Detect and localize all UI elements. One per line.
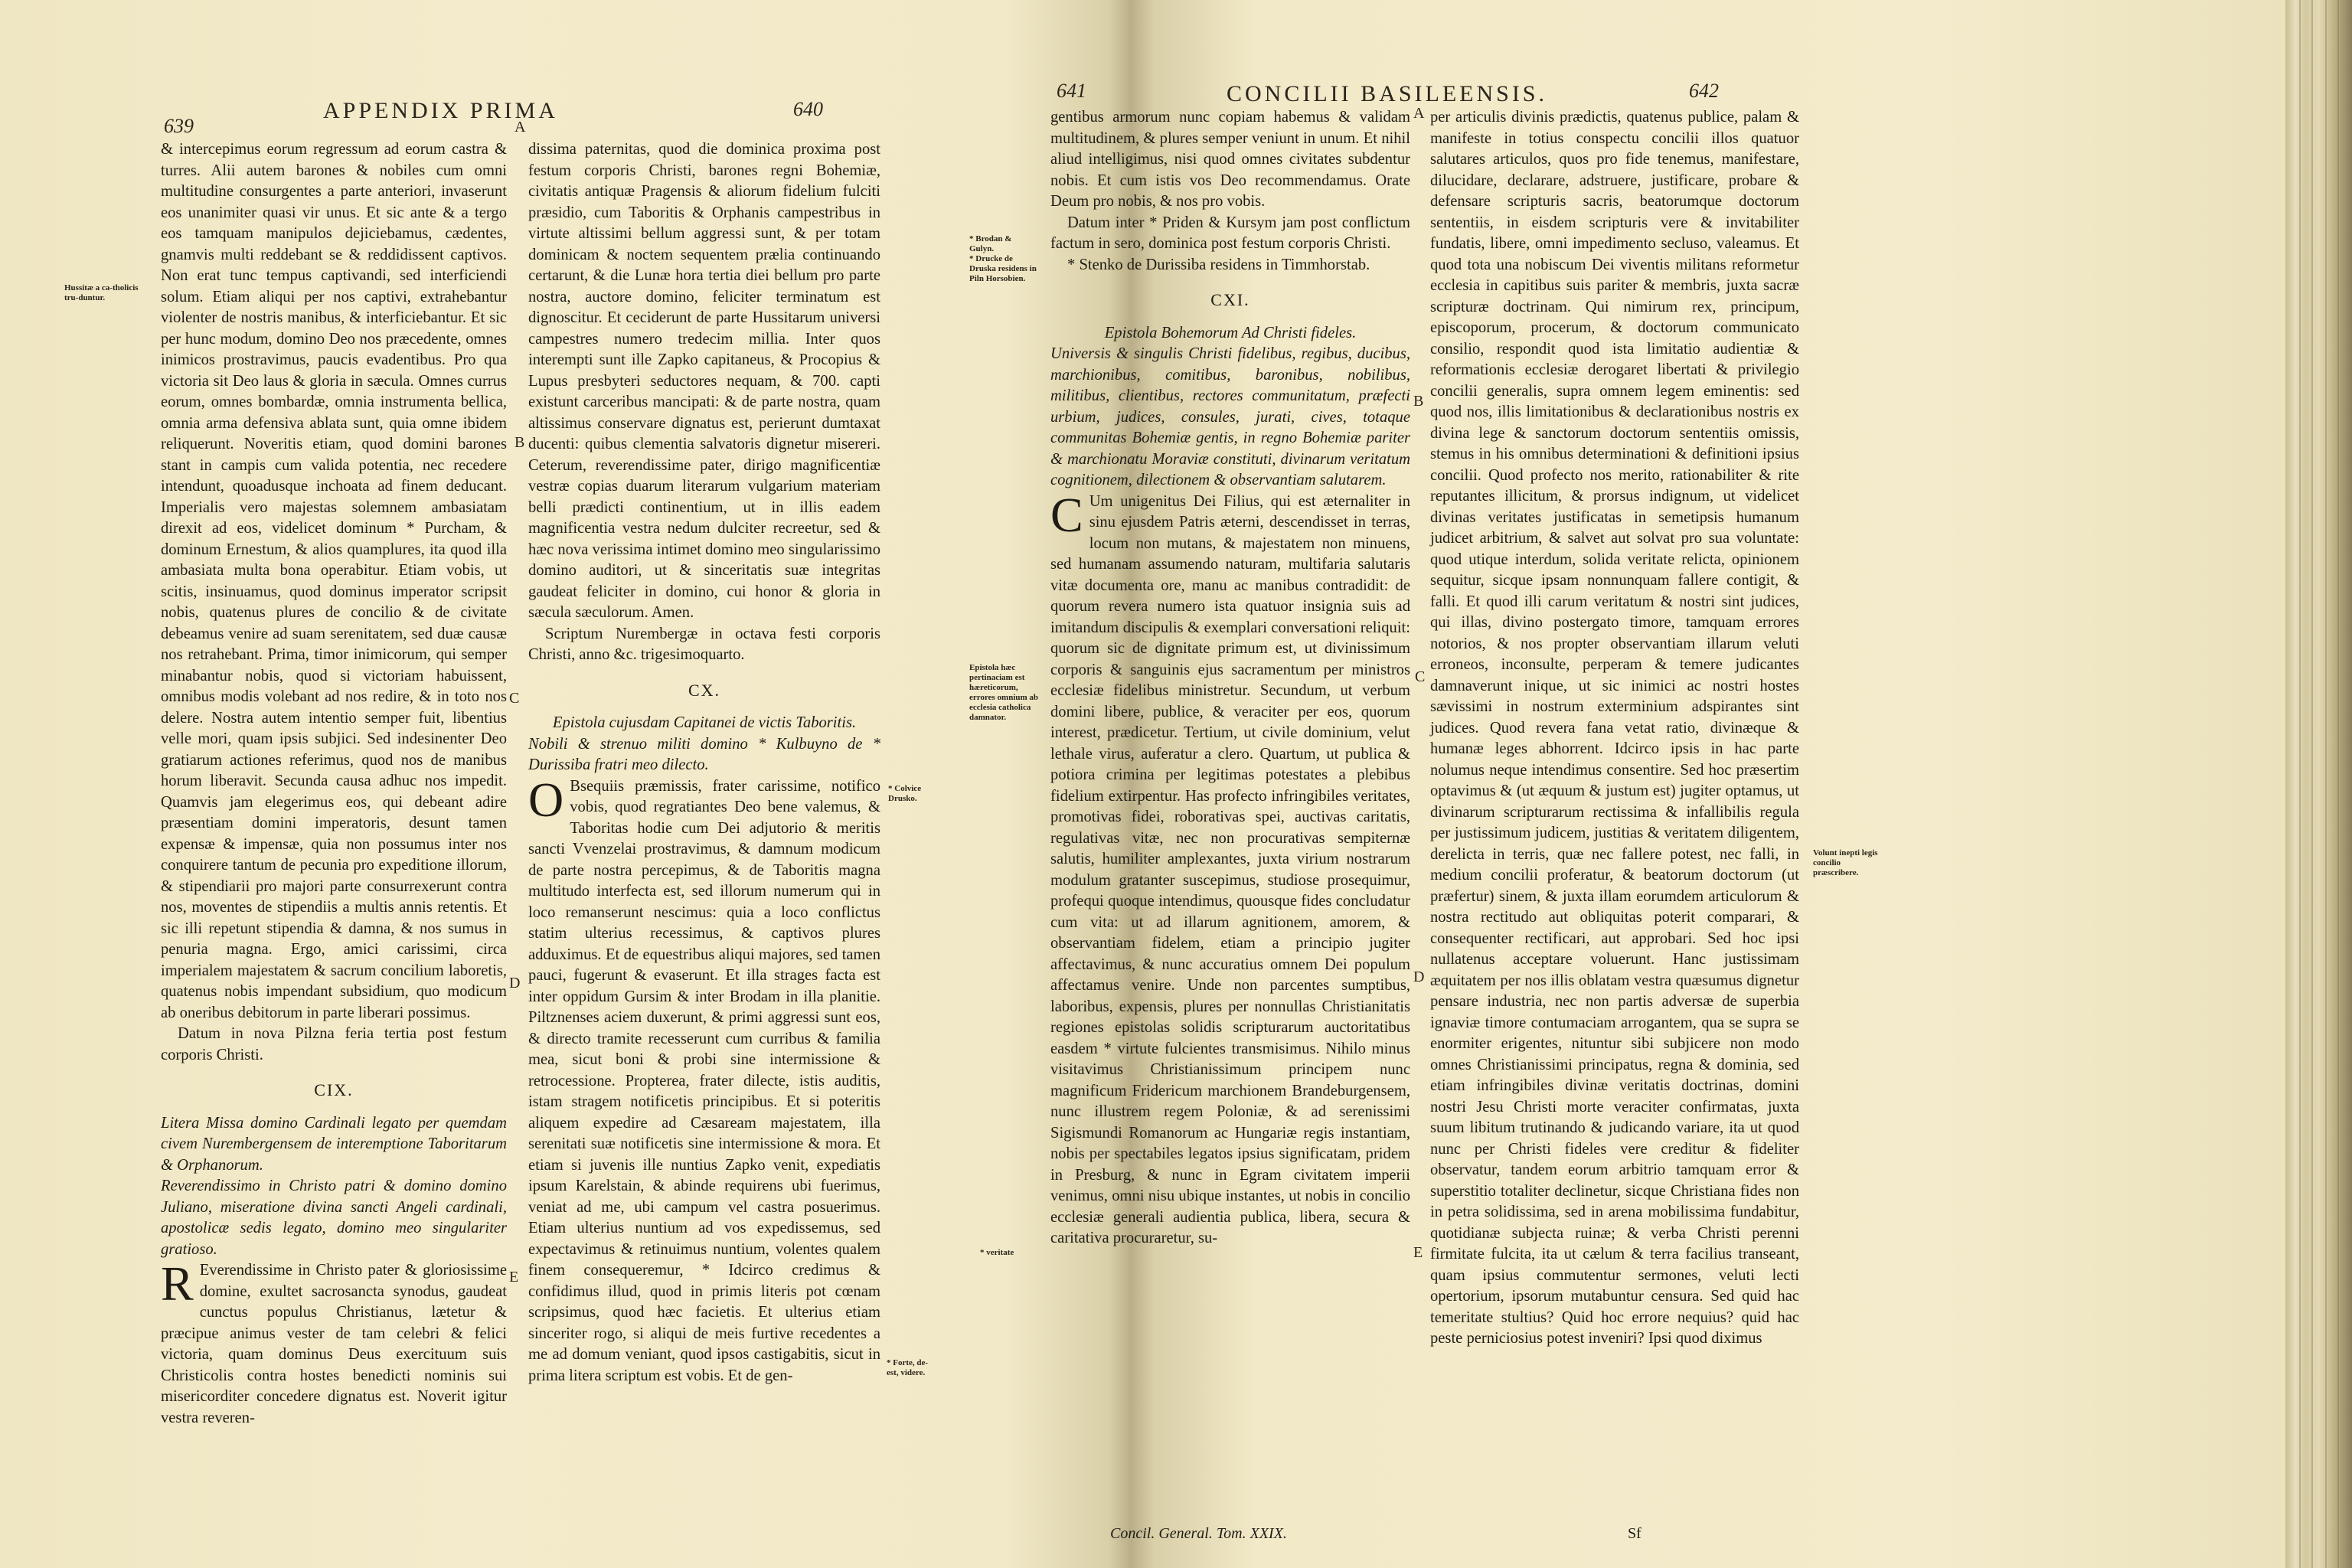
letter-address: Reverendissimo in Christo patri & domino domino Juliano, miseratione divina sancti Angeli cardinali, apostolicæ sedis legato, domino meo singulariter gratioso. bbox=[161, 1178, 507, 1258]
side-mark: A bbox=[1413, 105, 1425, 122]
drop-cap: R bbox=[161, 1256, 194, 1311]
right-col-1 bbox=[1050, 107, 1410, 1250]
page-number: 639 bbox=[164, 115, 194, 137]
margin-note: * Colvice Drusko. bbox=[888, 784, 922, 803]
datum-line: Datum inter * Priden & Kursym jam post conflictum factum in sero, dominica post festum corporis Christi. bbox=[1050, 214, 1410, 252]
side-mark: C bbox=[1415, 668, 1426, 685]
drop-cap: C bbox=[1050, 487, 1083, 542]
paragraph: per articulis divinis prædictis, quatenus publice, palam & manifeste in totius conspectu concilii illos quatuor salutares articulos, quos pro fide tenemus, manifestare, dilucidare, declarare, adstruere, justificare, probare & defensare scripturis sacris, beatorumque doctorum sententiis, in eisdem scripturis vere & invitabiliter fundatis, libere, omni impedimento secluso, valeamus. Et quod tota una nobiscum Dei viventis militans reformetur ecclesia in capitibus suis pariter & membris, juxta sacræ scripturæ doctrinam. Qui nimirum rex, principum, episcoporum, procerum, & doctorum communicato consilio, respondit quod ista limitatio audientiæ & reformationis ecclesiæ derogaret libertati & privilegio concilii generalis, supra omnem legem eminentis: sed quod nos, illis limitationibus & declarationibus nostris ex divina lege & sanctorum doctorum sententiis omissis, stemus in his omnibus determinationi & definitioni ipsius concilii. Quod profecto nos merito, rationabiliter & rite reputantes illicitum, & prorsus indignum, ut videlicet divinas veritates justificatas in semetipsis humanum judicet arbitrium, & salvet aut solvat pro sua voluntate: quod utique interdum, solida veritate relicta, opinionem sequitur, sicque ipsam nonnunquam fallere contigit, & falli. Et quod illi carum veritatum & nostri sint judices, qui illas, divino postergato timore, tamquam errores notorios, & nos propter observantiam illarum veluti erroneos, inconsulte, perperam & temere judicantes damnaverunt inique, ut sic inimici ac nostri hostes sævissimi in nostrum exterminium adspirantes sint judices. Quod revera fana vetat ratio, divinæque & humanæ leges abhorrent. Idcirco ipsis in hac parte nolumus neque intendimus consentire. Sed hoc præsertim optavimus & (ut æquum & justum est) jugiter optamus, ut divinarum scripturarum rectissima & infallibilis regula per justissimum judicem, justitias & veritatem diligentem, derelicta in terris, quæ nec fallere potest, nec falli, in medium concilii proferatur, & beatorum doctorum (ut præfertur) sinem, & juxta illam eorumdem articulorum & nostra rectitudo aut obliquitas poterit comparari, & consequenter rectificari, aut approbari. Sed hoc ipsi nullatenus acceptare voluerunt. Hanc justissimam æquitatem per nos illis oblatam vestra quæsumus dignetur pensare industria, nec non partis adversæ de superbia ignaviæ timore contumaciam arrogantem, qua se supra se enormiter erigentes, nituntur sibi subjicere non modo omnes Christianissimi principatus, regna & dominia, sed etiam infringibiles divinæ veritatis doctrinas, domini nostri Jesu Christi morte veraciter confirmatas, juxta suum libitum trutinando & judicando variare, ita ut quod nunc per Christi fideles vere creditur & fideliter observatur, tandem eorum arbitrio tamquam error & superstitio totaliter declinetur, sicque Christiana fides non in petra solidissima, sed in arena mobilissima fundabitur, quotidianæ subjecta ruinæ; & verba Christi perenni firmitate fulcita, ita ut cælum & terra facilius transeant, quam ipsius commutentur sermones, veluti lecti opertorium, ipsorum mutabuntur censura. Sed quid hac temeritate stultius? Quid hoc errore nequius? quid hac peste perniciosius potest inveniri? Ipsi quod diximus bbox=[1430, 109, 1799, 1347]
left-col-1 bbox=[161, 139, 507, 1429]
page-number: 640 bbox=[793, 98, 823, 120]
letter-body: Um unigenitus Dei Filius, qui est æternaliter in sinu ejusdem Patris æterni, descendisset in terras, locum non mutans, & majestatem non minuens, sed humanam assumendo naturam, multifaria salutaris vitæ documenta ore, manu ac manibus contradidit: de quorum revera numero ista quatuor insignia suis ad imitandum discipulis & exemplari conversationi reliquit: quorum sic de dignitate primum est, ut divinissimum corporis & sanguinis ejus sacramentum per ministros ecclesiæ fidelibus ministretur. Secundum, ut verbum domini libere, publice, & veraciter per eos, quorum interest, prædicetur. Tertium, ut civile dominium, velut lethale virus, auferatur a clero. Quartum, ut publica & potiora crimina per legitimas potestates a plebibus fidelium extirpentur. Has profecto infringibiles veritates, promotivas fidei, roborativas spei, auctivas caritatis, regulativas vitæ, nec non procurativas sempiternæ salutis, humiliter amplexantes, juxta virium nostrarum modulum gratanter suscepimus, studiose prosequimur, profequi quoque intendimus, quousque fides concludatur cum vita: ut ad illarum agnitionem, amorem, & observantiam fidelem, etiam a principio jugiter affectavimus, & nunc accuratius omnem Dei populum affectamus venire. Unde non parcentes sumptibus, laboribus, expensis, plures per nonnullas Christianitatis regiones epistolas solidis scripturarum auctoritatibus easdem * virtute fulcientes transmisimus. Nihilo minus visitavimus Christianissimum principem nunc magnificum Fridericum marchionem Brandeburgensem, nunc illustrem regem Poloniæ, & ad serenissimi Sigismundi Romanorum ac Hungariæ regis instantiam, nobis per spectabiles legatos ipsius significatam, pridem in Presburg, & nunc in Egram civitatem imperii venimus, omni nisu ubique instantes, ut nobis in concilio ecclesiæ generali audientia publica, libera, secura & caritativa procuraretur, su- bbox=[1050, 492, 1410, 1246]
side-mark: C bbox=[509, 690, 520, 707]
margin-note: Volunt inepti legis concilio præscribere. bbox=[1813, 848, 1878, 877]
running-head: CONCILII BASILEENSIS. bbox=[1227, 81, 1547, 106]
letter-address: Universis & singulis Christi fidelibus, regibus, ducibus, marchionibus, comitibus, baronibus, nobilibus, militibus, clientibus, rectores communitatum, præfecti urbium, judices, consules, jurati, cives, totaque communitas Bohemiæ gentis, in regno Bohemiæ pariter & marchionatu Moraviæ constituti, divinarum veritatum cognitionem, dilectionem & observantiam salutarem. bbox=[1050, 345, 1410, 488]
letter-body: Bsequiis præmissis, frater carissime, notifico vobis, quod regratiantes Deo bene valemus, & Taboritas hodie cum Dei adjutorio & meritis sancti Vvenzelai prostravimus, & damnum modicum de parte nostra percepimus, & de Taboritis magna multitudo interfecta est, sed illorum numerum qui in loco remanserunt nescimus: quia a loco conflictus statim ulterius recessimus, & captivos plures adduximus. Et de equestribus aliqui majores, sed tamen pauci, fugerunt & evaserunt. Et illa strages facta est inter oppidum Gursim & inter Brodam in illa planitie. Piltznenses aciem duxerunt, & primi aggressi sunt eos, & directo tramite recesserunt cum curribus & familia mea, sicut boni & probi sine intermissione & retrocessione. Propterea, frater dilecte, istis auditis, istam stragem notificetis principibus. Et si poteritis aliquem expedire ad Cæsaream majestatem, illa serenitati suæ notificetis sine intermissione & mora. Et etiam si juvenis ille nuntius Zapko venit, expediatis ipsum Karelstain, & abinde requirens ubi fuerimus, veniat ad me, ubi campum vel castra posuerimus. Etiam ulterius nuntium ad vos expedissemus, sed expectavimus & retinuimus nuntium, volentes qualem finem consequeremur, * Idcirco credimus & confidimus illud, quod in primis literis pot cœnam scripsimus, quod hæc facietis. Et ulterius etiam sinceriter rogo, si aliqui de meis furtive recedentes a me ad domum veniant, quod ipsos castigabitis, sicut in prima litera scriptum est vobis. Et de gen- bbox=[528, 777, 880, 1384]
datum-line: Datum in nova Pilzna feria tertia post festum corporis Christi. bbox=[161, 1025, 507, 1063]
section-number: CXI. bbox=[1210, 290, 1250, 309]
book-page-edges bbox=[2285, 0, 2352, 1568]
margin-note: * Drucke de Druska residens in Piln Horsobien. bbox=[969, 254, 1037, 283]
side-mark: B bbox=[514, 434, 525, 451]
margin-note: * Brodan & Gulyn. bbox=[969, 234, 1012, 253]
page-number: 641 bbox=[1057, 80, 1086, 102]
side-mark: D bbox=[1413, 969, 1425, 985]
margin-note: Hussitæ a ca-tholicis tru-duntur. bbox=[64, 283, 139, 302]
page-number: 642 bbox=[1689, 80, 1719, 102]
scriptum-line: Scriptum Nurembergæ in octava festi corporis Christi, anno &c. trigesimoquarto. bbox=[528, 625, 880, 663]
side-mark: B bbox=[1413, 393, 1424, 410]
margin-note: Epistola hæc pertinaciam est hæreticorum, errores omnium ab ecclesia catholica damnator. bbox=[969, 663, 1039, 722]
letter-address: Nobili & strenuo militi domino * Kulbuyno de * Durissiba fratri meo dilecto. bbox=[528, 735, 880, 773]
margin-note: * veritate bbox=[980, 1248, 1014, 1257]
right-col-2 bbox=[1430, 107, 1799, 1350]
letter-title: Litera Missa domino Cardinali legato per quemdam civem Nurembergensem de interemptione Taboritarum & Orphanorum. bbox=[161, 1114, 507, 1174]
letter-title: Epistola cujusdam Capitanei de victis Taboritis. bbox=[552, 714, 857, 731]
left-page bbox=[0, 0, 942, 1568]
section-number: CIX. bbox=[314, 1080, 354, 1099]
signature-mark: Sf bbox=[1628, 1525, 1642, 1542]
page-footer: Concil. General. Tom. XXIX. bbox=[1110, 1525, 1287, 1542]
letter-title: Epistola Bohemorum Ad Christi fideles. bbox=[1104, 324, 1357, 341]
running-head: APPENDIX PRIMA bbox=[323, 98, 558, 123]
margin-note: * Forte, de-est, videre. bbox=[887, 1358, 929, 1377]
side-mark: A bbox=[514, 119, 526, 136]
paragraph: gentibus armorum nunc copiam habemus & validam multitudinem, & plures semper veniunt in unum. Et nihil aliud intelligimus, nisi quod omnes civitates subdentur nobis. Et cum istis vos Deo recommendamus. Orate Deum pro nobis, & nos pro vobis. bbox=[1050, 109, 1410, 210]
paragraph: dissima paternitas, quod die dominica proxima post festum corporis Christi, barones regni Bohemiæ, civitatis antiquæ Pragensis & aliorum fidelium fulciti præsidio, cum Taboritis & Orphanis campestribus in virtute altissimi bellum aggressi sunt, & per totam dominicam & noctem sequentem prælia continuando certarunt, & die Lunæ hora tertia diei bellum pro parte nostra, auctore domino, feliciter terminatum est dignoscitur. Et ceciderunt de parte Hussitarum universi campestres numero tredecim millia. Inter quos interempti sunt ille Zapko capitaneus, & Procopius & Lupus presbyteri seductores nequam, & 700. capti existunt carceribus mancipati: & de parte nostra, quam altissimus conservare dignatus est, perierunt dumtaxat ducenti: quibus clementia salvatoris dignetur misereri. Ceterum, reverendissime pater, dirigo magnificentiæ vestræ copias duarum literarum vulgarium materiam belli prædicti continentium, ut in illis eadem magnificentia vestra nedum dulciter recreetur, sed & hæc nova verissima intimet domino meo singularissimo domino auditori, ut & sinceritatis suæ integritas gaudeat feliciter in domino, cui honor & gloria in sæcula sæculorum. Amen. bbox=[528, 141, 880, 621]
left-col-2 bbox=[528, 139, 880, 1387]
paragraph: & intercepimus eorum regressum ad eorum castra & turres. Alii autem barones & nobiles cum omni multitudine consurgentes a parte anteriori, invaserunt eos unanimiter quasi vir unus. Et sic ante & a tergo eos tamquam manipulos dejiciebamus, cædentes, gnamvis multi reddebant se & reddidissent captivos. Non erat tunc tempus captivandi, sed interficiendi solum. Etiam aliqui per nos captivi, extrahebantur violenter de nostris manibus, & interficiebantur. Et sic per hunc modum, domino Deo nos præcedente, omnes inimicos prostravimus, paucis evadentibus. Pro qua victoria sit Deo laus & gloria in sæcula. Omnes currus eorum, omnes bombardæ, omnia instrumenta bellica, omnia arma defensiva ablata sunt, quia omne ibidem reliquerunt. Noveritis etiam, quod domini barones stant in campis cum valida potentia, nec recedere intendunt, quoadusque inchoata ad finem deducant. Imperialis vero majestas solemnem ambasiatam direxit ad eos, videlicet dominum * Purcham, & dominum Ernestum, & alios quamplures, ita quod illa ambasiata multa bona operabitur. Etiam vobis, ut scitis, insinuamus, quod dominus imperator scripsit nobis, quatenus plures de concilio & de civitate debeamus venire ad suam serenitatem, sed duæ causæ nos retrahebant. Prima, timor inimicorum, qui semper minabantur nobis, quod si victoriam habuissent, omnibus modis volebant ad nos redire, & in toto nos delere. Nostra autem intentio semper fuit, libentius velle mori, quam ipsis subjici. Sed indesinenter Deo gratiarum actiones referimus, quod nos de manibus horum liberavit. Secunda causa adhuc nos impedit. Quamvis jam elegerimus eos, qui debeant adire præsentiam domini imperatoris, desunt tamen expensæ & impensæ, quia non possumus inter nos conquirere tantum de pecunia pro expeditione illorum, & stipendiarii pro majori parte consurrexerunt contra nos, moventes de stipendiis a multis annis retentis. Et sic illi repetunt stipendia & damna, & nos sumus in penuria magna. Ergo, amici carissimi, circa imperialem majestatem & sacrum concilium laboretis, quatenus nobis impendant subsidium, quo modicum ab oneribus debitorum in parte liberari possimus. bbox=[161, 141, 507, 1021]
side-mark: D bbox=[509, 975, 521, 991]
drop-cap: O bbox=[528, 772, 564, 827]
signature-line: * Stenko de Durissiba residens in Timmhorstab. bbox=[1067, 256, 1370, 273]
letter-body: Everendissime in Christo pater & gloriosissime domine, exultet sacrosancta synodus, gaudeat cunctus populus Christianus, lætetur & præcipue animus vester de tam celebri & felici victoria, quam dominus Deus exercituum suis Christicolis contra hostes benedicti nominis sui misericorditer concedere dignatus est. Noverit igitur vestra reveren- bbox=[161, 1262, 507, 1426]
side-mark: E bbox=[509, 1269, 519, 1285]
right-page bbox=[949, 0, 2282, 1568]
section-number: CX. bbox=[688, 680, 721, 700]
side-mark: E bbox=[1413, 1244, 1423, 1261]
